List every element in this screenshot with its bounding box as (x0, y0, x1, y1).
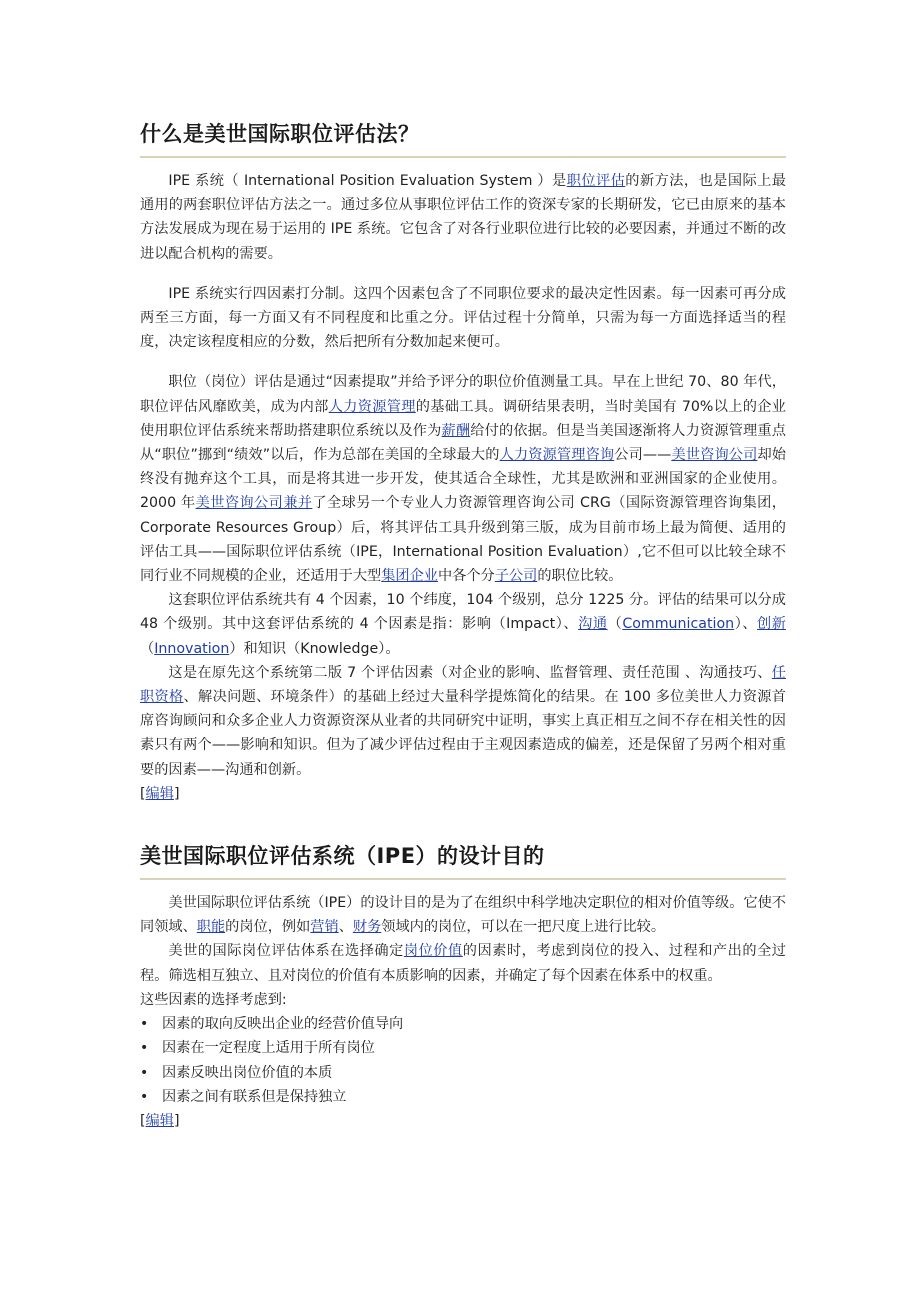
inline-link[interactable]: 创新 (757, 616, 786, 633)
paragraph-factors-detail (140, 588, 786, 661)
edit-link-2: [编辑] (140, 1112, 180, 1129)
inline-link[interactable]: 美世咨询公司 (671, 447, 758, 464)
list-item: • 因素反映出岗位价值的本质 (140, 1061, 786, 1085)
list-item: • 因素的取向反映出企业的经营价值导向 (140, 1012, 786, 1036)
paragraph-considerations: 这些因素的选择考虑到: (140, 991, 287, 1008)
paragraph-history (140, 370, 786, 588)
text-run: 领域内的岗位，可以在一把尺度上进行比较。 (381, 919, 666, 936)
text-run: 的因素时，考虑到岗位的投入、过程和产出的全过程。筛选相互独立、且对岗位的价值有本质影响的因素，并确定了每个因素在体系中的权重。 (140, 943, 786, 984)
text-run: 的新方法，也是国际上最通用的两套职位评估方法之一。通过多位从事职位评估工作的资深专家的长期研发，它已由原来的基本方法发展成为现在易于运用的 IPE 系统。它包含了对各行业职位进行比较的必要因素，并通过不断的改进以配合机构的需要。 (140, 173, 786, 262)
list-item: • 因素在一定程度上适用于所有岗位 (140, 1036, 786, 1060)
text-run: 、 (338, 919, 353, 936)
inline-link[interactable]: 财务 (352, 919, 382, 936)
text-run: 这套职位评估系统共有 4 个因素，10 个纬度，104 个级别，总分 1225 分。评估的结果可以分成 48 个级别。其中这套评估系统的 4 个因素是指：影响（Impact）、 (140, 592, 786, 633)
considerations-list (140, 1012, 786, 1109)
paragraph-purpose (140, 891, 786, 939)
text-run: 的岗位，例如 (225, 919, 311, 936)
inline-link[interactable]: Communication (622, 616, 735, 633)
inline-link[interactable]: 人力资源管理 (328, 398, 416, 415)
text-run: 美世的国际岗位评估体系在选择确定 (168, 943, 404, 960)
text-run: 美世国际职位评估系统（IPE）的设计目的是为了在组织中科学地决定职位的相对价值等级。它使不同领域、 (140, 895, 786, 936)
text-run: IPE 系统（ International Position Evaluation System ）是 (168, 173, 567, 189)
text-run: 给付的依据。但是当美国逐渐将人力资源管理重点从“职位”挪到“绩效”以后，作为总部在美国的全球最大的 (140, 422, 786, 464)
section-heading-design-purpose: 美世国际职位评估系统（IPE）的设计目的 (140, 840, 786, 880)
inline-link[interactable]: 美世咨询公司 (195, 495, 284, 512)
text-run: 这是在原先这个系统第二版 7 个评估因素（对企业的影响、监督管理、责任范围 、沟通技巧、 (168, 664, 772, 681)
text-run: 公司—— (614, 447, 672, 464)
text-run: 职位（岗位）评估是通过“因素提取”并给予评分的职位价值测量工具。早在上世纪 70、80 年代，职位评估风靡欧美，成为内部 (140, 374, 786, 415)
text-run: 了全球另一个专业人力资源管理咨询公司 CRG（国际资源管理咨询集团， Corporate Resources Group）后，将其评估工具升级到第三版，成为目前市场上最为简便、适用的评估工具——国际职位评估系统（IPE，International Position Evaluation）,它不但可以比较全球不同行业不同规模的企业，还适用于大型 (140, 495, 786, 585)
paragraph-simplification (140, 661, 786, 782)
inline-link[interactable]: Innovation (154, 640, 230, 657)
bullet-icon: • (140, 1064, 149, 1081)
section-heading-what-is-ipe: 什么是美世国际职位评估法？ (140, 118, 786, 158)
list-item: • 因素之间有联系但是保持独立 (140, 1085, 786, 1109)
edit-link-1: [编辑] (140, 785, 180, 802)
inline-link[interactable]: 职能 (196, 919, 226, 936)
text-run: 中各个分 (437, 568, 495, 585)
inline-link[interactable]: 兼并 (283, 495, 313, 512)
text-run: （ (140, 640, 155, 657)
paragraph-intro (140, 169, 786, 266)
text-run: ）和知识（Knowledge）。 (229, 640, 400, 657)
inline-link[interactable]: 人力资源管理咨询 (499, 447, 615, 464)
bullet-icon: • (140, 1040, 149, 1057)
inline-link[interactable]: 子公司 (494, 568, 538, 585)
text-run: ）、 (734, 616, 758, 633)
inline-link[interactable]: 薪酬 (441, 422, 471, 439)
inline-link[interactable]: 沟通 (578, 616, 608, 633)
article (140, 118, 786, 1133)
text-run: 、解决问题、环境条件）的基础上经过大量科学提炼简化的结果。在 100 多位美世人力资源首席咨询顾问和众多企业人力资源资深从业者的共同研究中证明，事实上真正相互之间不存在相关性的因素只有两个——影响和知识。但为了减少评估过程由于主观因素造成的偏差，还是保留了另两个相对重要的因素——沟通和创新。 (140, 689, 786, 778)
text-run: IPE 系统实行四因素打分制。这四个因素包含了不同职位要求的最决定性因素。每一因素可再分成两至三方面，每一方面又有不同程度和比重之分。评估过程十分简单，只需为每一方面选择适当的程度，决定该程度相应的分数，然后把所有分数加起来便可。 (140, 285, 786, 351)
bullet-icon: • (140, 1016, 149, 1033)
text-run: 的基础工具。调研结果表明，当时美国有 70%以上的企业使用职位评估系统来帮助搭建职位系统以及作为 (140, 398, 786, 439)
inline-link[interactable]: 集团企业 (381, 568, 438, 585)
paragraph-factor-selection (140, 939, 786, 987)
text-run: 的职位比较。 (537, 568, 623, 585)
inline-link[interactable]: 任职资格 (140, 664, 786, 706)
edit-button[interactable]: 编辑 (145, 1112, 174, 1129)
inline-link[interactable]: 职位评估 (566, 173, 626, 189)
paragraph-four-factors (140, 282, 786, 355)
text-run: 却始终没有抛弃这个工具，而是将其进一步开发，使其适合全球性，尤其是欧洲和亚洲国家的企业使用。2000 年 (140, 447, 786, 512)
inline-link[interactable]: 营销 (310, 919, 339, 936)
bullet-icon: • (140, 1088, 149, 1105)
text-run: （ (607, 616, 623, 633)
inline-link[interactable]: 岗位价值 (403, 943, 463, 960)
edit-button[interactable]: 编辑 (145, 785, 174, 802)
